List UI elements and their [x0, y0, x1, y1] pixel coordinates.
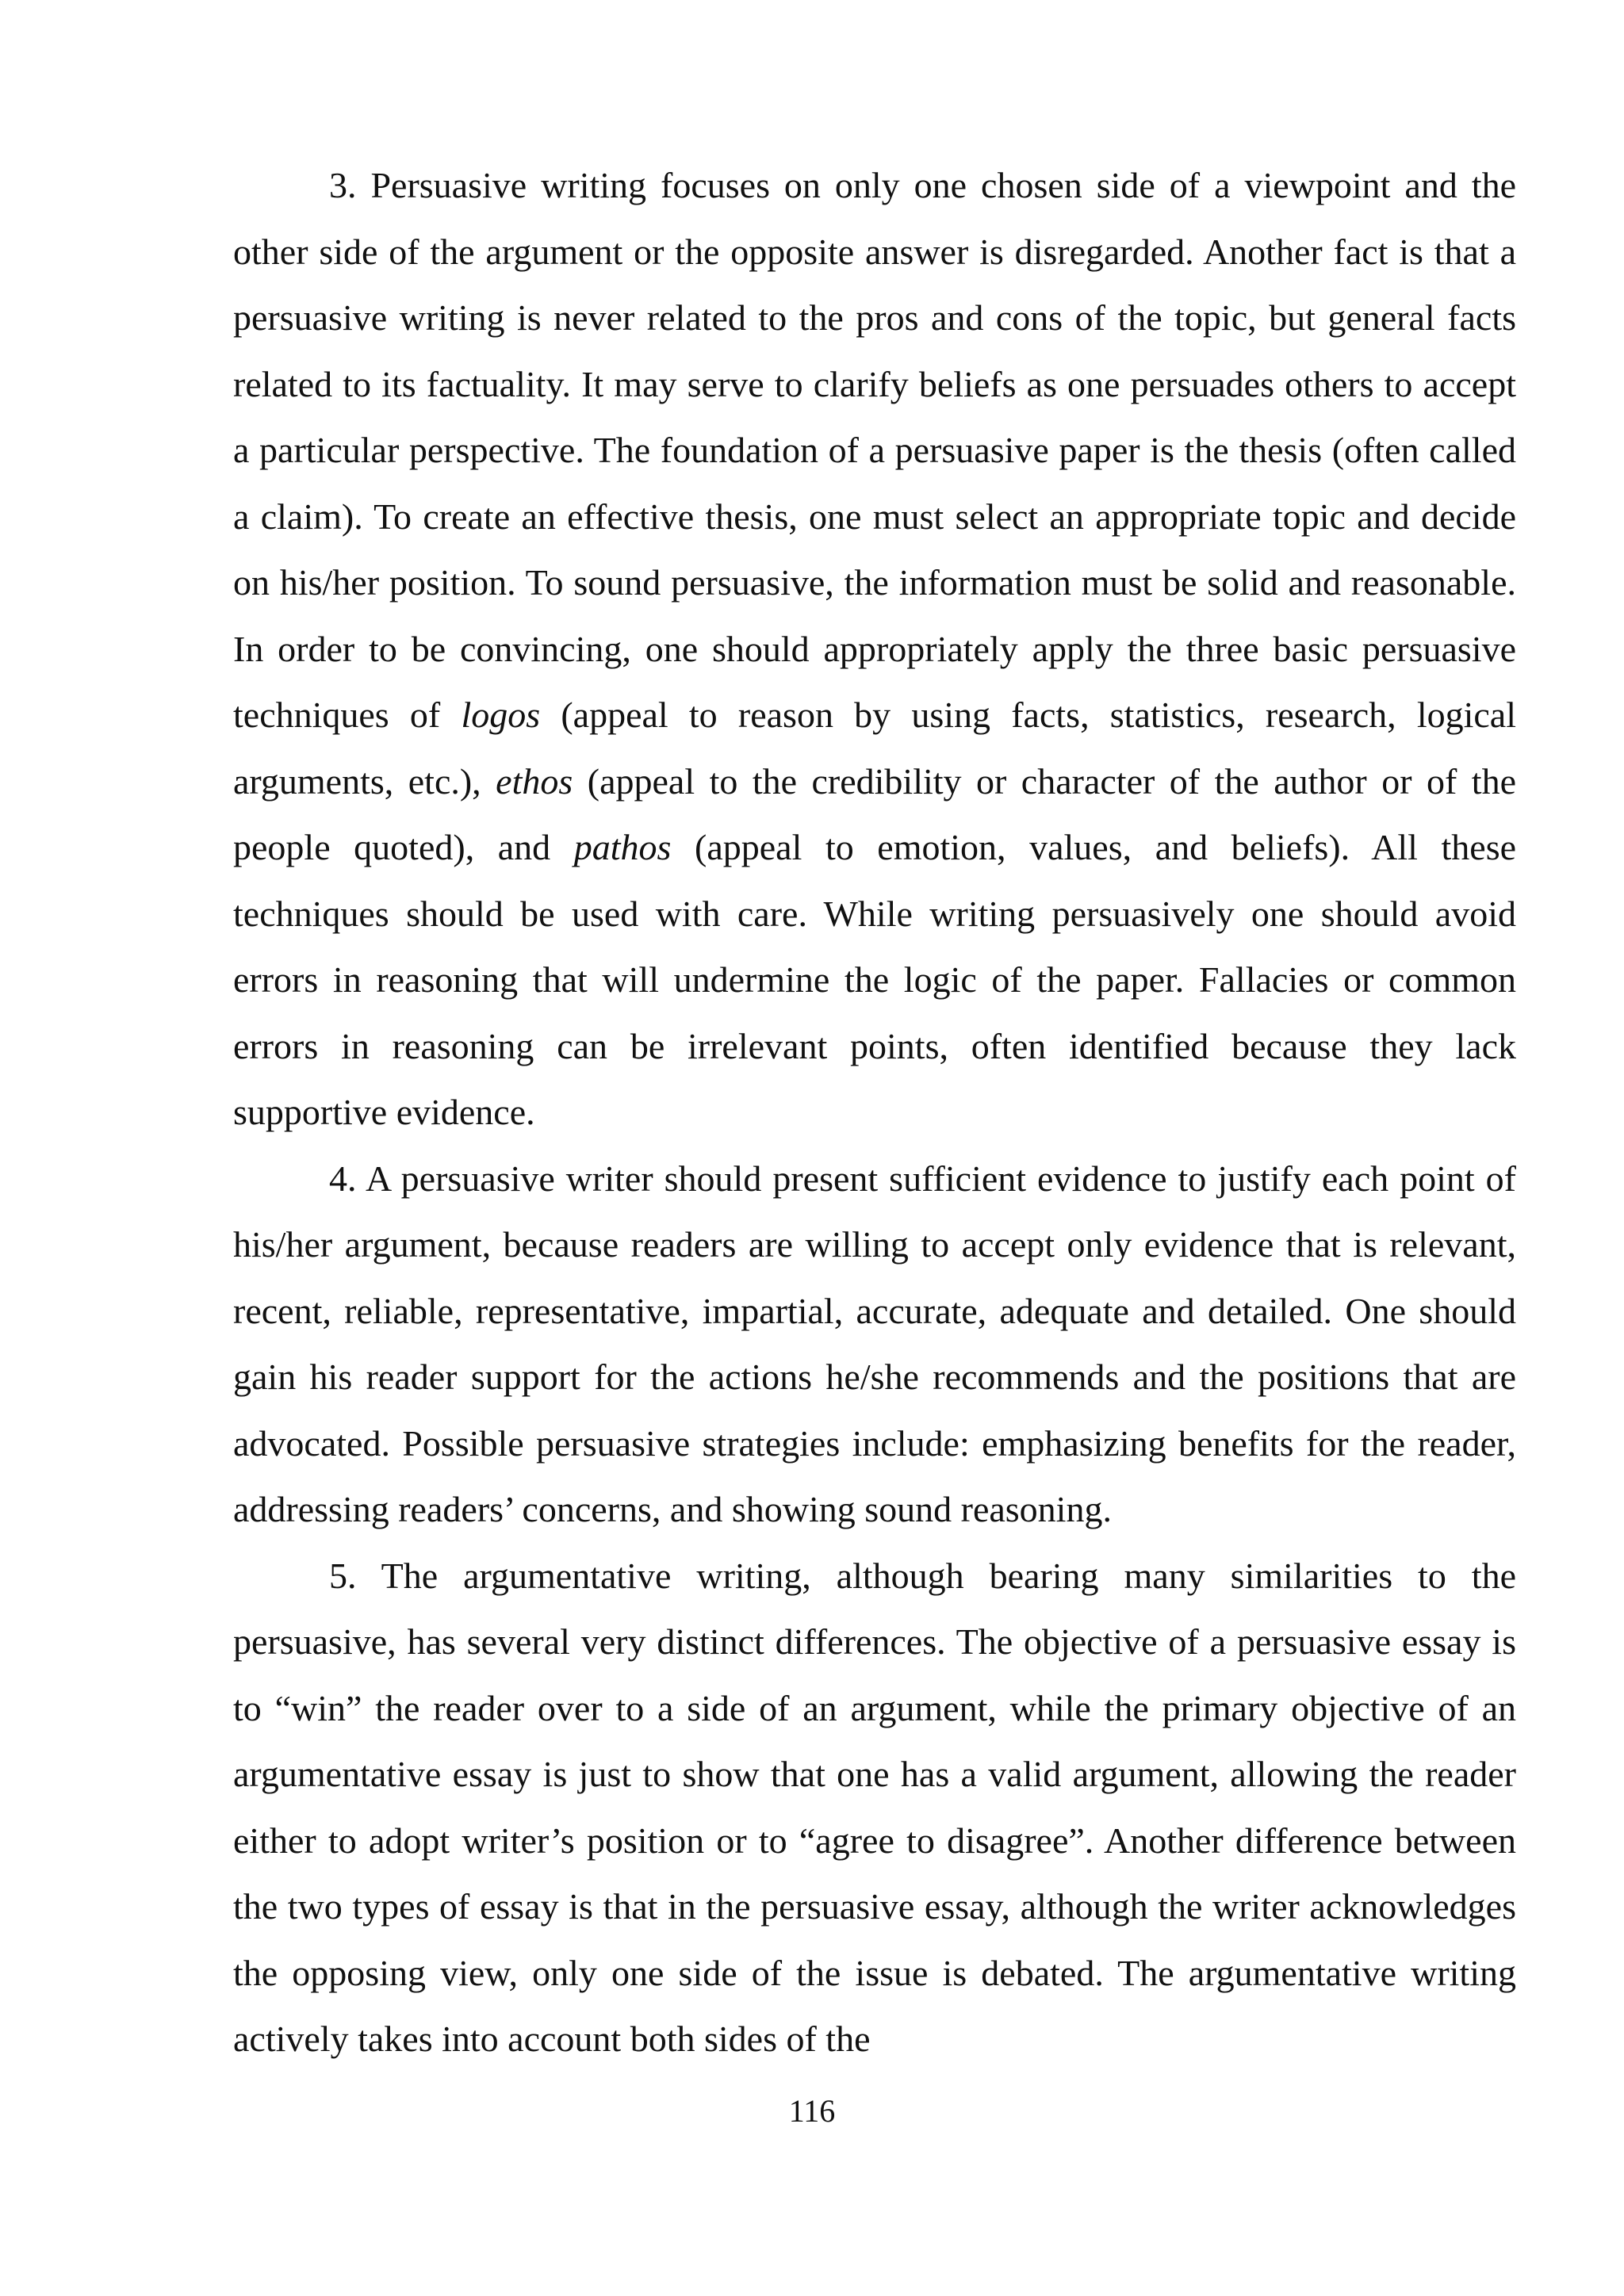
paragraph-4: 4. A persuasive writer should present sufficient evidence to justify each point of his/her argument, because readers are willing to accept only evidence that is relevant, recent, reliable, representative, impartial, accurate, adequate and detailed. One should gain his reader support for the actions he/she recommends and the positions that are advocated. Possible persuasive strategies include: emphasizing benefits for the reader, addressing readers’ concerns, and showing sound reasoning. [233, 1158, 1516, 1529]
paragraph-5: 5. The argumentative writing, although bearing many similarities to the persuasive, has several very distinct differences. The objective of a persuasive essay is to “win” the reader over to a side of an argument, while the primary objective of an argumentative essay is just to show that one has a valid argument, allowing the reader either to adopt writer’s position or to “agree to disagree”. Another difference between the two types of essay is that in the persuasive essay, although the writer acknowledges the opposing view, only one side of the issue is debated. The argumentative writing actively takes into account both sides of the [233, 1555, 1516, 2059]
paragraph-3 [233, 152, 1516, 1146]
paragraph-3-text-b: (appeal to reason by using facts, statistics, research, logical arguments, etc.), [233, 695, 1517, 802]
term-pathos: pathos [573, 827, 672, 867]
term-ethos: ethos [496, 760, 573, 802]
term-logos: logos [461, 695, 541, 735]
paragraph-3-text-a: 3. Persuasive writing focuses on only one chosen side of a viewpoint and the other side of the argument or the opposite answer is disregarded. Another fact is that a persuasive writing is never related to the pros and cons of the topic, but general facts related to its factuality. It may serve to clarify beliefs as one persuades others to accept a particular perspective. The foundation of a persuasive paper is the thesis (often called a claim). To create an effective thesis, one must select an appropriate topic and decide on his/her position. To sound persuasive, the information must be solid and reasonable. In order to be convincing, one should appropriately apply the three basic persuasive techniques of [233, 165, 1516, 735]
paragraph-3-text-c: (appeal to the credibility or character of the author or of the people quoted), and [233, 760, 1516, 867]
page-number: 116 [788, 2093, 836, 2129]
paragraph-3-text-d: (appeal to emotion, values, and beliefs). All these techniques should be used with care. While writing persuasively one should avoid errors in reasoning that will undermine the logic of the paper. Fallacies or common errors in reasoning can be irrelevant points, often identified because they lack supportive evidence. [233, 827, 1517, 1132]
page-body [233, 152, 1516, 2072]
